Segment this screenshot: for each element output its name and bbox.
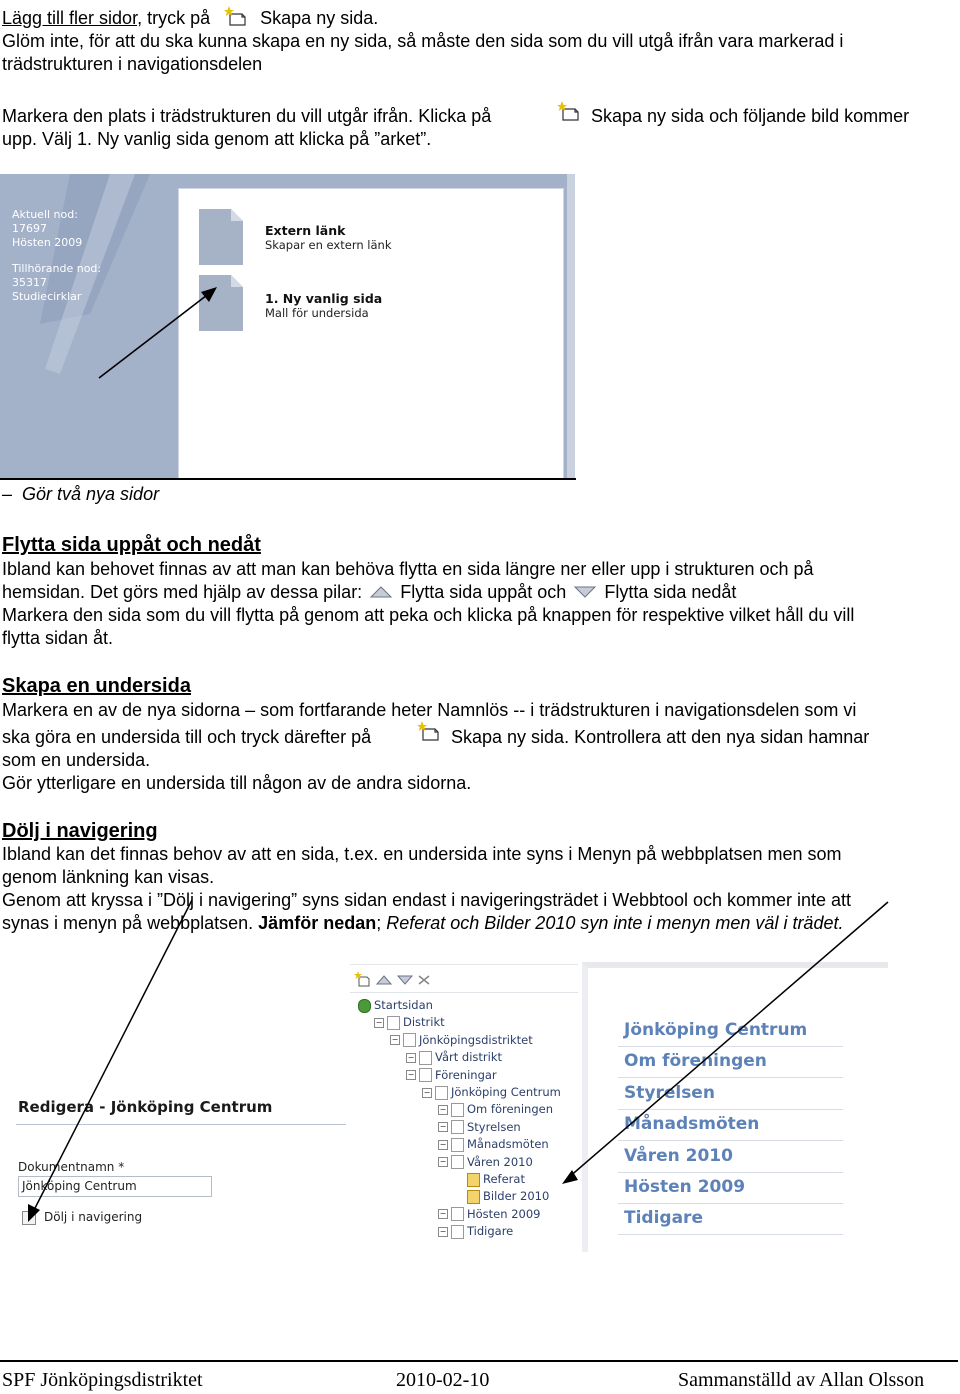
- edit-panel-title: Redigera - Jönköping Centrum: [18, 1098, 273, 1116]
- intro-line-2: Glöm inte, för att du ska kunna skapa en ny sida, så måste den sida som du vill utgå ifrån vara markerad i: [2, 31, 844, 51]
- task-line: [2, 483, 159, 506]
- expand-toggle-icon[interactable]: −: [439, 1139, 447, 1149]
- hide-p4c: ;: [376, 913, 382, 933]
- menu-item-label: Styrelsen: [624, 1082, 715, 1103]
- intro-heading: Lägg till fler sidor,: [2, 7, 143, 28]
- expand-toggle-icon[interactable]: −: [439, 1122, 447, 1132]
- new-page-desc: Mall för undersida: [265, 306, 369, 320]
- move-p2: [2, 581, 736, 605]
- arrow-up-icon: [369, 582, 393, 605]
- dash: –: [2, 484, 23, 504]
- footer-right: Sammanställd av Allan Olsson: [678, 1369, 925, 1391]
- move-p2b: Flytta sida uppåt och: [400, 582, 567, 602]
- move-section-title: Flytta sida uppåt och nedåt: [2, 534, 261, 556]
- tree-item-label: Våren 2010: [467, 1154, 533, 1169]
- menu-item-label: Våren 2010: [624, 1145, 733, 1166]
- arrow-down-icon: [573, 582, 597, 605]
- subpage-p3: som en undersida.: [2, 750, 151, 770]
- menu-item-label: Hösten 2009: [624, 1177, 746, 1197]
- tree-item-label: Om föreningen: [467, 1102, 553, 1117]
- tree-item-label: Tidigare: [467, 1224, 514, 1239]
- expand-toggle-icon[interactable]: −: [423, 1087, 431, 1097]
- hide-p4a: synas i menyn på webbplatsen.: [2, 913, 254, 933]
- subpage-p2a: ska göra en undersida till och tryck därefter på: [2, 727, 372, 747]
- expand-toggle-icon[interactable]: −: [407, 1070, 415, 1080]
- external-link-desc: Skapar en extern länk: [265, 238, 392, 252]
- menu-item-label: Tidigare: [624, 1208, 703, 1229]
- tree-item-label: Referat: [483, 1172, 525, 1186]
- tree-item-label: Distrikt: [403, 1015, 445, 1030]
- hide-p2: genom länkning kan visas.: [2, 867, 215, 887]
- expand-toggle-icon[interactable]: −: [407, 1052, 415, 1062]
- move-p1: Ibland kan behovet finnas av att man kan behöva flytta en sida längre ner eller upp i strukturen och på: [2, 559, 814, 579]
- footer-date: 2010-02-10: [396, 1369, 490, 1391]
- expand-toggle-icon[interactable]: −: [439, 1104, 447, 1114]
- intro-heading-tail-2: Skapa ny sida.: [260, 7, 379, 28]
- arrow-annotation: [95, 280, 225, 390]
- dialog-content-panel: [178, 188, 564, 480]
- tree-item-label: Föreningar: [435, 1067, 497, 1082]
- hide-section-title: Dölj i navigering: [2, 820, 158, 842]
- subpage-p2b: Skapa ny sida. Kontrollera att den nya sidan hamnar: [451, 727, 870, 747]
- external-link-title: Extern länk: [265, 223, 346, 238]
- expand-toggle-icon[interactable]: −: [439, 1226, 447, 1236]
- menu-item-label: Jönköping Centrum: [624, 1020, 808, 1040]
- tree-item-label: Vårt distrikt: [435, 1050, 503, 1065]
- new-page-icon: [416, 720, 442, 747]
- move-p3: Markera den sida som du vill flytta på genom att peka och klicka på knappen för respektive vilket håll du vill: [2, 605, 855, 625]
- tree-item-label: Styrelsen: [467, 1119, 521, 1134]
- new-page-icon: [556, 100, 582, 127]
- tree-item-label: Hösten 2009: [467, 1206, 541, 1221]
- menu-item-label: Månadsmöten: [624, 1114, 760, 1135]
- move-p4: flytta sidan åt.: [2, 628, 114, 648]
- divider: [0, 478, 576, 480]
- new-page-title: 1. Ny vanlig sida: [265, 291, 383, 306]
- subpage-p1: Markera en av de nya sidorna – som fortfarande heter Namnlös -- i trädstrukturen i navigationsdelen som vi: [2, 700, 857, 720]
- document-icon: [199, 209, 243, 265]
- footer-rule: [0, 1360, 958, 1362]
- task-text: Gör två nya sidor: [22, 484, 160, 504]
- parent-node-id: 35317: [12, 276, 47, 289]
- parent-node-label: Tillhörande nod:: [12, 262, 102, 275]
- subpage-section-title: Skapa en undersida: [2, 675, 191, 697]
- intro-heading-tail-1: tryck på: [147, 7, 211, 28]
- hide-in-navigation-label: Dölj i navigering: [44, 1210, 143, 1224]
- hide-p3: Genom att kryssa i ”Dölj i navigering” syns sidan endast i navigeringsträdet i Webbtool och kommer inte att: [2, 890, 852, 910]
- menu-separator: [618, 1234, 843, 1235]
- intro-line-4b: Skapa ny sida och följande bild kommer: [591, 106, 910, 126]
- tree-item-label: Jönköping Centrum: [451, 1085, 561, 1099]
- tree-item-label: Startsidan: [374, 998, 433, 1012]
- document-name-value: Jönköping Centrum: [22, 1179, 137, 1193]
- hide-p4d: Referat och Bilder 2010 syn inte i menyn men väl i trädet.: [386, 913, 844, 933]
- document-name-label: Dokumentnamn *: [18, 1160, 125, 1174]
- tree-item-label: Jönköpingsdistriktet: [419, 1032, 533, 1047]
- current-node-id: 17697: [12, 222, 47, 235]
- arrow-annotations: [0, 890, 960, 1230]
- new-page-icon: [223, 5, 249, 33]
- tree-item-label: Månadsmöten: [467, 1137, 549, 1152]
- footer-left: SPF Jönköpingsdistriktet: [2, 1369, 203, 1391]
- intro-heading-line: [2, 5, 378, 33]
- menu-item-label: Om föreningen: [624, 1051, 767, 1072]
- expand-toggle-icon[interactable]: −: [375, 1017, 383, 1027]
- move-p2c: Flytta sida nedåt: [604, 582, 737, 602]
- parent-node-name: Studiecirklar: [12, 290, 82, 303]
- subpage-p4: Gör ytterligare en undersida till någon av de andra sidorna.: [2, 773, 472, 793]
- current-node-label: Aktuell nod:: [12, 208, 78, 221]
- intro-line-3: trädstrukturen i navigationsdelen: [2, 54, 263, 74]
- hide-p4b: Jämför nedan: [258, 913, 377, 933]
- expand-toggle-icon[interactable]: −: [439, 1157, 447, 1167]
- hide-p1: Ibland kan det finnas behov av att en sida, t.ex. en undersida inte syns i Menyn på webbplatsen men som: [2, 844, 842, 864]
- expand-toggle-icon[interactable]: −: [391, 1035, 399, 1045]
- expand-toggle-icon[interactable]: −: [439, 1209, 447, 1219]
- current-node-name: Hösten 2009: [12, 236, 83, 249]
- move-p2a: hemsidan. Det görs med hjälp av dessa pilar:: [2, 582, 363, 602]
- new-page-dialog-screenshot: [0, 174, 575, 480]
- tree-item-label: Bilder 2010: [483, 1189, 550, 1204]
- dialog-scroll-edge: [567, 174, 575, 480]
- intro-line-4a: Markera den plats i trädstrukturen du vill utgår ifrån. Klicka på: [2, 106, 492, 126]
- intro-line-5: upp. Välj 1. Ny vanlig sida genom att klicka på ”arket”.: [2, 129, 432, 149]
- dialog-side-info: [12, 208, 101, 304]
